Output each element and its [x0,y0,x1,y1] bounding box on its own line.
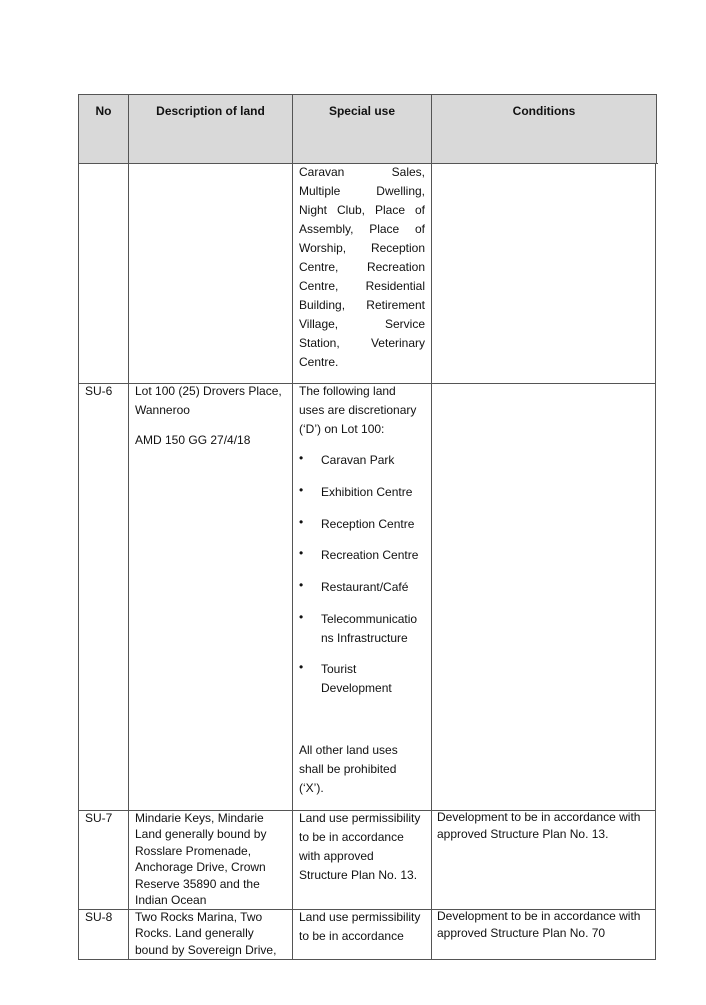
bullet-icon: • [299,515,304,529]
grid-line [431,163,432,960]
bullet-icon: • [299,546,304,560]
bullet-icon: • [299,483,304,497]
grid-line [292,163,293,960]
header-no: No [78,94,128,163]
bullet-icon: • [299,451,304,465]
bullet-item: Exhibition Centre [321,485,413,499]
grid-line [78,163,79,960]
row-description: Two Rocks Marina, Two Rocks. Land generally bound by Sovereign Drive, [135,910,277,957]
grid-line [128,163,129,960]
bullet-item: Reception Centre [321,517,415,531]
grid-line [78,959,656,960]
header-special-use: Special use [292,94,431,163]
bullet-item: Telecommunicatio ns Infrastructure [321,612,418,645]
amendment-reference: AMD 150 GG 27/4/18 [135,433,251,447]
row-number: SU-6 [85,384,113,398]
header-description: Description of land [128,94,292,163]
row-number: SU-8 [85,910,113,924]
header-conditions: Conditions [431,94,657,163]
special-use-intro: The following land uses are discretionary (‘D’) on Lot 100: [299,384,417,436]
continued-special-use: Caravan Sales, Multiple Dwelling, Night Club, Place of Assembly, Place of Worship, Reception Centre, Recreation Centre, Residential Building, Retirement Village, Service Station, Veterinary Centre. [299,165,425,369]
bullet-item: Restaurant/Café [321,580,409,594]
row-description: Mindarie Keys, Mindarie Land generally bound by Rosslare Promenade, Anchorage Drive, Crown Reserve 35890 and the Indian Ocean [135,811,267,908]
bullet-icon: • [299,578,304,592]
row-conditions: Development to be in accordance with approved Structure Plan No. 70 [437,909,641,940]
row-special-use: Land use permissibility to be in accordance with approved Structure Plan No. 13. [299,811,421,882]
special-use-closing: All other land uses shall be prohibited (‘X’). [299,743,398,795]
row-description: Lot 100 (25) Drovers Place, Wanneroo [135,384,282,417]
row-special-use: Land use permissibility to be in accordance [299,910,421,943]
bullet-icon: • [299,660,304,674]
row-number: SU-7 [85,811,113,825]
bullet-icon: • [299,610,304,624]
bullet-item: Caravan Park [321,453,395,467]
bullet-item: Recreation Centre [321,548,419,562]
bullet-item: Tourist Development [321,662,392,695]
grid-line [655,163,656,960]
row-conditions: Development to be in accordance with approved Structure Plan No. 13. [437,810,641,841]
